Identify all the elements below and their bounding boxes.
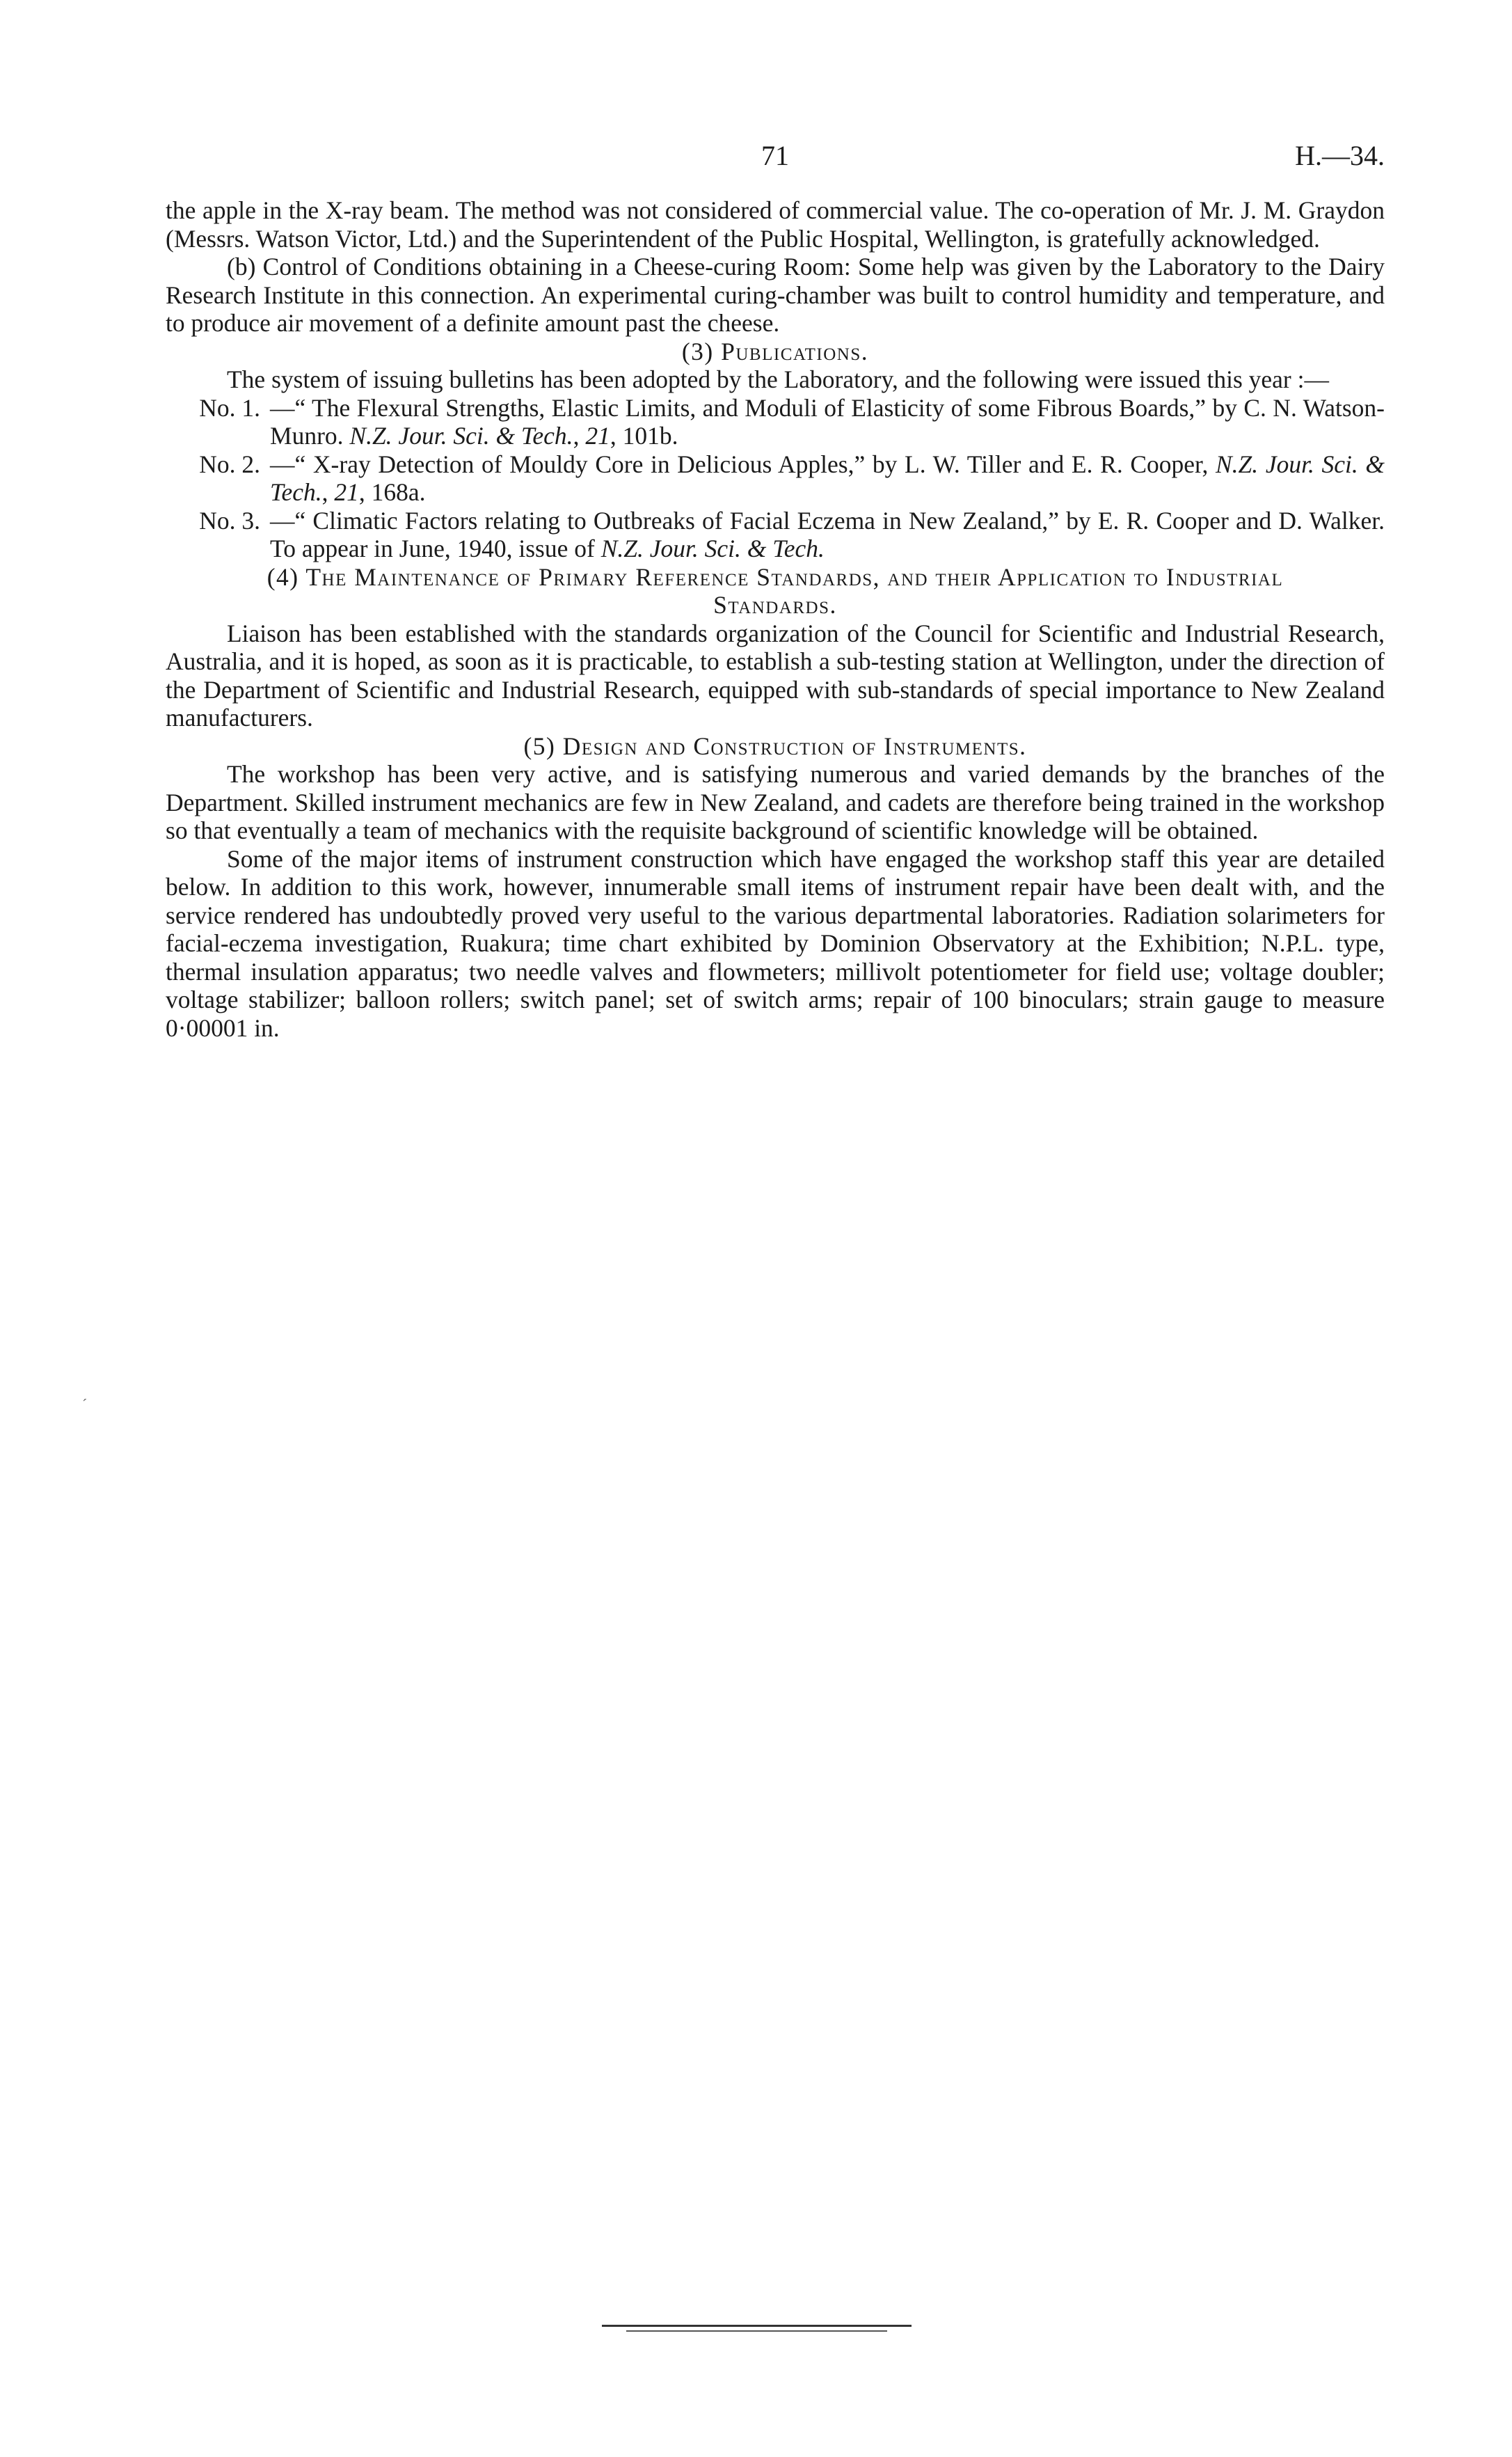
document-reference: H.—34.: [1295, 140, 1385, 171]
closing-rule-inner: [626, 2330, 887, 2332]
bulletin-number: No. 3.: [199, 506, 260, 535]
paragraph-instrument-items: Some of the major items of instrument construction which have engaged the workshop staff this year are detailed below. In addition to this work, however, innumerable small items of instrument repair have been dealt with, and the service rendered has undoubtedly proved very useful to the various departmental laboratories. Radiation solarimeters for facial-eczema investigation, Ruakura; time chart exhibited by Dominion Observatory at the Exhibition; N.P.L. type, thermal insulation apparatus; two needle valves and flowmeters; millivolt potentiometer for field use; voltage doubler; voltage stabilizer; balloon rollers; switch panel; set of switch arms; repair of 100 binoculars; strain gauge to measure 0·00001 in.: [166, 844, 1385, 1042]
margin-mark: ´: [82, 1396, 88, 1413]
section-heading-reference-standards: (4) The Maintenance of Primary Reference Standards, and their Application to Industrial Standards.: [266, 562, 1284, 619]
bulletin-text: —“ X-ray Detection of Mouldy Core in Delicious Apples,” by L. W. Tiller and E. R. Cooper, N.Z. Jour. Sci. & Tech., 21, 168a.: [270, 450, 1385, 506]
paragraph-xray-conclusion: the apple in the X-ray beam. The method was not considered of commercial value. The co-operation of Mr. J. M. Graydon (Messrs. Watson Victor, Ltd.) and the Superintendent of the Public Hospital, Wellington, is gratefully acknowledged.: [166, 196, 1385, 253]
section-heading-publications: (3) Publications.: [681, 337, 869, 365]
bulletin-text: —“ Climatic Factors relating to Outbreaks of Facial Eczema in New Zealand,” by E. R. Cooper and D. Walker. To appear in June, 1940, issue of N.Z. Jour. Sci. & Tech.: [270, 506, 1385, 562]
bulletin-number: No. 2.: [199, 450, 260, 478]
body-text: [166, 196, 1385, 1042]
paragraph-liaison: Liaison has been established with the standards organization of the Council for Scientific and Industrial Research, Australia, and it is hoped, as soon as it is practicable, to establish a sub-testing station at Wellington, under the direction of the Department of Scientific and Industrial Research, equipped with sub-standards of special importance to New Zealand manufacturers.: [166, 619, 1385, 732]
closing-rule: [602, 2325, 912, 2327]
bulletin-item: [166, 507, 1385, 563]
bulletin-item: [166, 450, 1385, 507]
page-header: [166, 139, 1385, 181]
paragraph-cheese-curing: (b) Control of Conditions obtaining in a Cheese-curing Room: Some help was given by the Laboratory to the Dairy Research Institute in this connection. An experimental curing-chamber was built to control humidity and temperature, and to produce air movement of a definite amount past the cheese.: [166, 253, 1385, 337]
paragraph-workshop: The workshop has been very active, and is satisfying numerous and varied demands by the branches of the Department. Skilled instrument mechanics are few in New Zealand, and cadets are therefore being trained in the workshop so that eventually a team of mechanics with the requisite background of scientific knowledge will be obtained.: [166, 760, 1385, 844]
bulletin-item: [166, 394, 1385, 450]
page-number: 71: [761, 140, 789, 171]
bulletin-text: —“ The Flexural Strengths, Elastic Limits, and Moduli of Elasticity of some Fibrous Boards,” by C. N. Watson-Munro. N.Z. Jour. Sci. & Tech., 21, 101b.: [270, 393, 1385, 450]
section-heading-instruments: (5) Design and Construction of Instruments.: [523, 732, 1027, 760]
paragraph-bulletins-intro: The system of issuing bulletins has been adopted by the Laboratory, and the following were issued this year :—: [227, 365, 1329, 393]
bulletin-number: No. 1.: [199, 393, 260, 422]
